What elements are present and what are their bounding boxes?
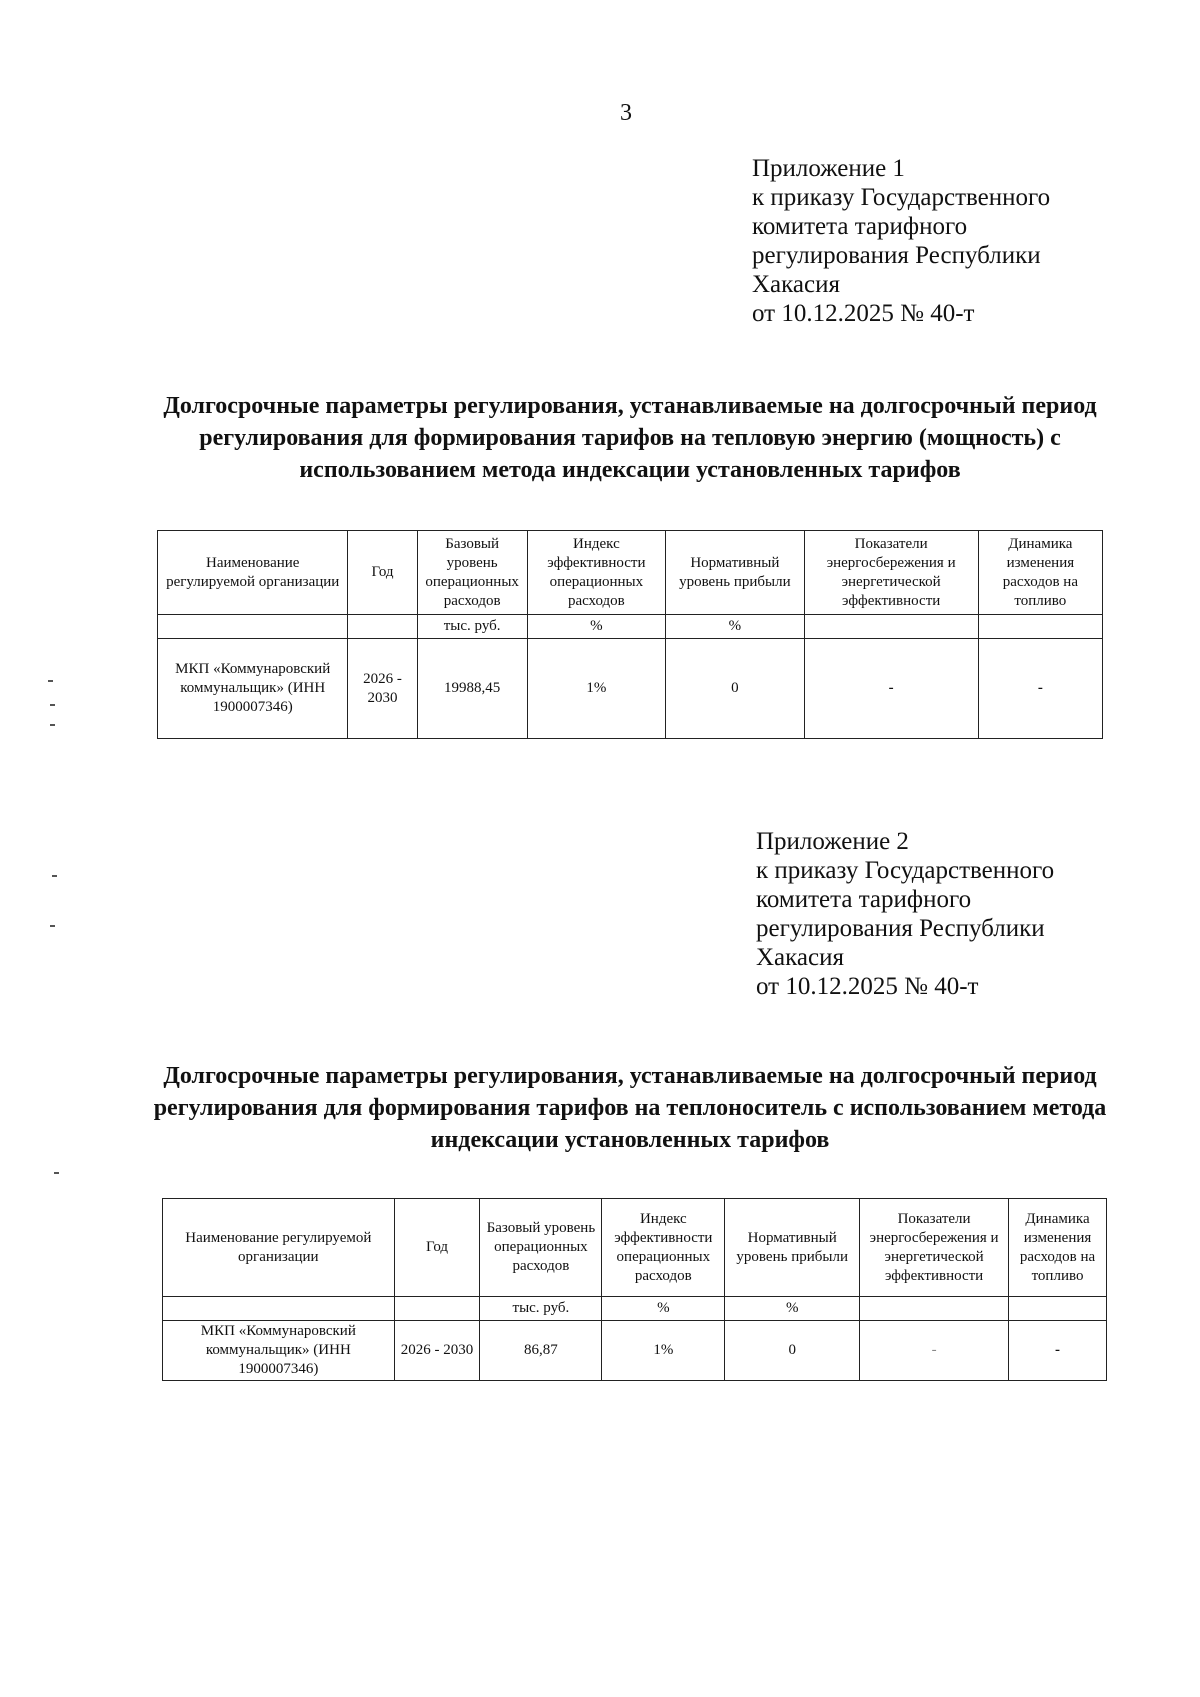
year-cell: 2026 - 2030 xyxy=(348,639,417,739)
appendix-1-heading xyxy=(752,154,1050,328)
scan-speck xyxy=(54,1172,59,1174)
unit-cell: % xyxy=(527,615,665,639)
unit-cell: тыс. руб. xyxy=(417,615,527,639)
parameters-table-heat-carrier xyxy=(162,1198,1107,1381)
unit-cell xyxy=(348,615,417,639)
unit-cell xyxy=(978,615,1102,639)
appendix-1-line: от 10.12.2025 № 40-т xyxy=(752,300,975,327)
appendix-1-line: комитета тарифного xyxy=(752,213,968,240)
fuel-dynamics-cell: - xyxy=(1009,1321,1107,1381)
energy-saving-cell: - xyxy=(804,639,978,739)
header-profit-level: Нормативный уровень прибыли xyxy=(666,531,804,615)
table-units-row xyxy=(158,615,1103,639)
scan-speck xyxy=(48,680,53,682)
base-opex-cell: 86,87 xyxy=(480,1321,602,1381)
profit-level-cell: 0 xyxy=(666,639,804,739)
appendix-1-line: регулирования Республики xyxy=(752,242,1041,269)
table-header-row xyxy=(158,531,1103,615)
header-organization: Наименование регулируемой организации xyxy=(158,531,348,615)
unit-cell xyxy=(158,615,348,639)
header-organization: Наименование регулируемой организации xyxy=(163,1199,395,1297)
header-base-opex: Базовый уровень операционных расходов xyxy=(417,531,527,615)
scan-speck xyxy=(50,724,55,726)
base-opex-cell: 19988,45 xyxy=(417,639,527,739)
unit-cell: тыс. руб. xyxy=(480,1297,602,1321)
appendix-1-line: к приказу Государственного xyxy=(752,184,1051,211)
header-year: Год xyxy=(348,531,417,615)
parameters-table-heat-energy xyxy=(157,530,1103,739)
section-2-title: Долгосрочные параметры регулирования, устанавливаемые на долгосрочный период регулирования для формирования тарифов на теплоноситель с использованием метода индексации установленных тарифов xyxy=(153,1063,1107,1153)
table-header-row xyxy=(163,1199,1107,1297)
year-cell: 2026 - 2030 xyxy=(394,1321,480,1381)
header-fuel-dynamics: Динамика изменения расходов на топливо xyxy=(978,531,1102,615)
table-row xyxy=(163,1321,1107,1381)
unit-cell: % xyxy=(602,1297,725,1321)
unit-cell: % xyxy=(666,615,804,639)
scan-speck xyxy=(50,704,55,706)
appendix-1-line: Приложение 1 xyxy=(752,155,905,182)
header-energy-saving: Показатели энергосбережения и энергетической эффективности xyxy=(860,1199,1009,1297)
unit-cell xyxy=(804,615,978,639)
scan-speck xyxy=(52,875,57,877)
scan-speck xyxy=(50,925,55,927)
unit-cell xyxy=(163,1297,395,1321)
header-base-opex: Базовый уровень операционных расходов xyxy=(480,1199,602,1297)
appendix-2-line: комитета тарифного xyxy=(756,886,972,913)
efficiency-index-cell: 1% xyxy=(527,639,665,739)
organization-cell: МКП «Коммунаровский коммунальщик» (ИНН 1900007346) xyxy=(158,639,348,739)
organization-cell: МКП «Коммунаровский коммунальщик» (ИНН 1900007346) xyxy=(163,1321,395,1381)
unit-cell xyxy=(394,1297,480,1321)
table-row xyxy=(158,639,1103,739)
efficiency-index-cell: 1% xyxy=(602,1321,725,1381)
table-units-row xyxy=(163,1297,1107,1321)
profit-level-cell: 0 xyxy=(725,1321,860,1381)
appendix-2-line: от 10.12.2025 № 40-т xyxy=(756,973,979,1000)
appendix-2-heading xyxy=(756,827,1054,1001)
appendix-2-line: Приложение 2 xyxy=(756,828,909,855)
header-profit-level: Нормативный уровень прибыли xyxy=(725,1199,860,1297)
fuel-dynamics-cell: - xyxy=(978,639,1102,739)
appendix-2-line: регулирования Республики xyxy=(756,915,1045,942)
appendix-2-line: Хакасия xyxy=(756,944,844,971)
energy-saving-cell: - xyxy=(860,1321,1009,1381)
header-efficiency-index: Индекс эффективности операционных расходов xyxy=(602,1199,725,1297)
page-number: 3 xyxy=(620,100,632,126)
appendix-1-line: Хакасия xyxy=(752,271,840,298)
header-fuel-dynamics: Динамика изменения расходов на топливо xyxy=(1009,1199,1107,1297)
unit-cell xyxy=(860,1297,1009,1321)
header-energy-saving: Показатели энергосбережения и энергетической эффективности xyxy=(804,531,978,615)
header-year: Год xyxy=(394,1199,480,1297)
unit-cell xyxy=(1009,1297,1107,1321)
appendix-2-line: к приказу Государственного xyxy=(756,857,1055,884)
unit-cell: % xyxy=(725,1297,860,1321)
header-efficiency-index: Индекс эффективности операционных расходов xyxy=(527,531,665,615)
section-1-title: Долгосрочные параметры регулирования, устанавливаемые на долгосрочный период регулирования для формирования тарифов на тепловую энергию (мощность) с использованием метода индексации установленных тарифов xyxy=(163,393,1097,483)
